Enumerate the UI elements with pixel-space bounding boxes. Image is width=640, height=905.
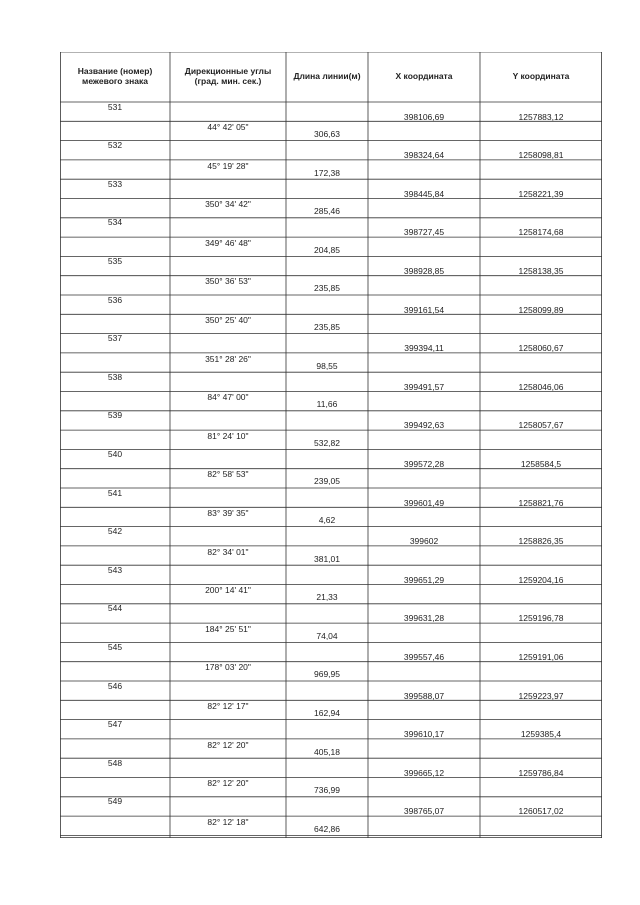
segment-length: 239,05 <box>314 476 340 487</box>
point-y-coordinate: 1258826,35 <box>518 536 564 547</box>
segment-angle: 82° 12' 17" <box>207 700 249 711</box>
point-y-coordinate: 1258098,81 <box>518 150 564 161</box>
point-x-coordinate: 399651,29 <box>403 574 445 585</box>
header-length: Длина линии(м) <box>293 71 361 82</box>
segment-angle: 84° 47' 00" <box>207 392 249 403</box>
segment-length: 736,99 <box>314 785 340 796</box>
point-name: 549 <box>107 796 123 807</box>
segment-length: 98,55 <box>316 360 338 371</box>
point-y-coordinate: 1259196,78 <box>518 613 564 624</box>
point-name: 545 <box>107 642 123 653</box>
point-x-coordinate: 399631,28 <box>403 613 445 624</box>
point-y-coordinate: 1258060,67 <box>518 343 564 354</box>
point-name: 534 <box>107 217 123 228</box>
point-x-coordinate: 398445,84 <box>403 188 445 199</box>
point-x-coordinate: 398324,64 <box>403 150 445 161</box>
point-y-coordinate: 1258221,39 <box>518 188 564 199</box>
point-y-coordinate: 1258584,5 <box>520 459 562 470</box>
segment-length: 306,63 <box>314 128 340 139</box>
point-name: 537 <box>107 333 123 344</box>
point-y-coordinate: 1258138,35 <box>518 266 564 277</box>
segment-length: 162,94 <box>314 707 340 718</box>
point-x-coordinate: 399492,63 <box>403 420 445 431</box>
segment-angle: 184° 25' 51" <box>205 623 251 634</box>
point-name: 544 <box>107 603 123 614</box>
point-x-coordinate: 399601,49 <box>403 497 445 508</box>
segment-length: 381,01 <box>314 553 340 564</box>
point-x-coordinate: 398765,07 <box>403 806 445 817</box>
segment-length: 172,38 <box>314 167 340 178</box>
point-y-coordinate: 1260517,02 <box>518 806 564 817</box>
point-name: 538 <box>107 371 123 382</box>
segment-length: 532,82 <box>314 437 340 448</box>
point-x-coordinate: 399491,57 <box>403 381 445 392</box>
point-x-coordinate: 399572,28 <box>403 459 445 470</box>
point-y-coordinate: 1258057,67 <box>518 420 564 431</box>
segment-length: 235,85 <box>314 321 340 332</box>
segment-length: 74,04 <box>316 630 338 641</box>
segment-length: 21,33 <box>316 592 338 603</box>
segment-angle: 349° 46' 48" <box>205 237 251 248</box>
point-y-coordinate: 1258099,89 <box>518 304 564 315</box>
segment-angle: 178° 03' 20" <box>205 662 251 673</box>
segment-length: 235,85 <box>314 283 340 294</box>
point-x-coordinate: 399394,11 <box>404 343 444 354</box>
point-name: 543 <box>107 564 123 575</box>
point-x-coordinate: 399557,46 <box>403 652 445 663</box>
segment-angle: 350° 36' 53" <box>205 276 251 287</box>
point-name: 546 <box>107 680 123 691</box>
header-y: Y координата <box>512 71 570 82</box>
segment-angle: 83° 39' 35" <box>207 507 249 518</box>
point-y-coordinate: 1259385,4 <box>520 729 562 740</box>
segment-angle: 82° 12' 20" <box>207 739 249 750</box>
point-name: 542 <box>107 526 123 537</box>
coordinates-table <box>60 52 602 838</box>
segment-angle: 44° 42' 05" <box>207 121 249 132</box>
point-x-coordinate: 399602 <box>409 536 439 547</box>
header-x: X координата <box>395 71 453 82</box>
point-y-coordinate: 1258821,76 <box>518 497 564 508</box>
segment-length: 204,85 <box>314 244 340 255</box>
segment-length: 642,86 <box>314 823 340 834</box>
header-angle: Дирекционные углы (град. мин. сек.) <box>184 66 272 86</box>
point-name: 535 <box>107 256 123 267</box>
segment-angle: 351° 28' 26" <box>205 353 251 364</box>
point-name: 533 <box>107 178 123 189</box>
point-x-coordinate: 399610,17 <box>403 729 445 740</box>
point-y-coordinate: 1258174,68 <box>518 227 564 238</box>
segment-angle: 200° 14' 41" <box>205 585 251 596</box>
segment-angle: 82° 34' 01" <box>207 546 249 557</box>
point-x-coordinate: 398727,45 <box>403 227 445 238</box>
point-x-coordinate: 398928,85 <box>403 266 445 277</box>
point-y-coordinate: 1258046,06 <box>518 381 564 392</box>
segment-angle: 350° 34' 42" <box>205 199 251 210</box>
point-name: 540 <box>107 449 123 460</box>
point-y-coordinate: 1259191,06 <box>518 652 564 663</box>
point-name: 531 <box>107 101 123 112</box>
point-name: 547 <box>107 719 123 730</box>
segment-angle: 82° 12' 18" <box>207 816 249 827</box>
point-name: 548 <box>107 757 123 768</box>
segment-length: 969,95 <box>314 669 340 680</box>
point-y-coordinate: 1259786,84 <box>518 767 564 778</box>
segment-angle: 350° 25' 40" <box>205 314 251 325</box>
segment-angle: 81° 24' 10" <box>207 430 249 441</box>
point-x-coordinate: 399588,07 <box>403 690 445 701</box>
point-y-coordinate: 1259204,16 <box>518 574 564 585</box>
segment-angle: 45° 19' 28" <box>207 160 249 171</box>
point-x-coordinate: 399665,12 <box>403 767 445 778</box>
header-name: Название (номер) межевого знака <box>77 66 153 86</box>
point-name: 536 <box>107 294 123 305</box>
point-name: 532 <box>107 140 123 151</box>
point-x-coordinate: 398106,69 <box>403 111 445 122</box>
point-y-coordinate: 1257883,12 <box>518 111 564 122</box>
point-x-coordinate: 399161,54 <box>403 304 445 315</box>
point-name: 541 <box>107 487 123 498</box>
segment-length: 285,46 <box>314 206 340 217</box>
segment-length: 4,62 <box>318 514 336 525</box>
segment-angle: 82° 12' 20" <box>207 778 249 789</box>
point-y-coordinate: 1259223,97 <box>518 690 564 701</box>
segment-angle: 82° 58' 53" <box>207 469 249 480</box>
segment-length: 405,18 <box>314 746 340 757</box>
point-name: 539 <box>107 410 123 421</box>
segment-length: 11,66 <box>316 399 338 410</box>
